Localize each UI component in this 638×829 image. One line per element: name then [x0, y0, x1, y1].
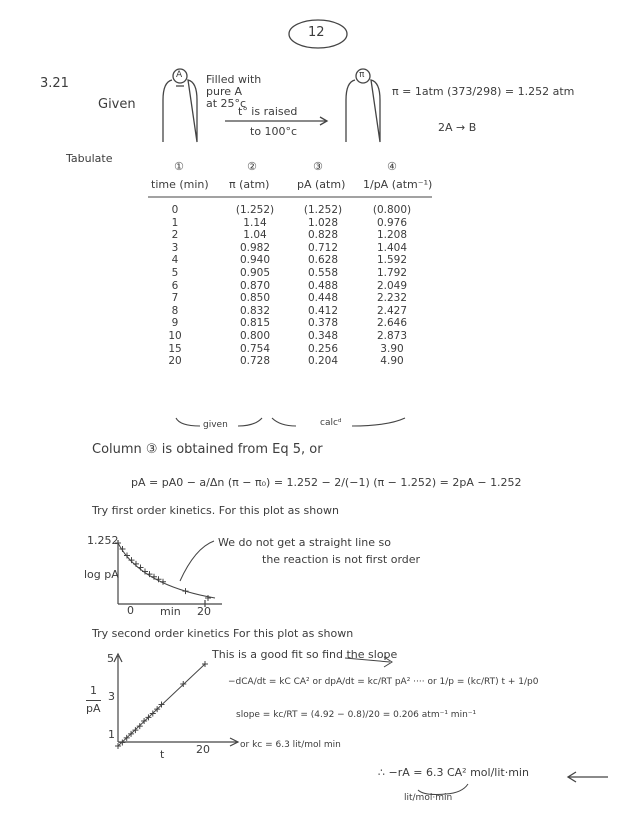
table-cell: 6 [171, 279, 179, 292]
table-cell: 1.028 [307, 216, 339, 229]
second-order-ytick-5: 5 [107, 652, 114, 665]
table-cell: 0.870 [239, 279, 271, 292]
table-cell: 0.558 [307, 266, 339, 279]
table-cell: 0.412 [307, 304, 339, 317]
first-order-comment-2: the reaction is not first order [262, 553, 421, 566]
data-point [138, 564, 144, 570]
slope-equation: slope = kc/RT = (4.92 − 0.8)/20 = 0.206 atm⁻¹ min⁻¹ [236, 710, 477, 720]
reaction-equation: 2A → B [438, 121, 477, 134]
calc-note: calcᵈ [320, 418, 342, 428]
first-order-xtick-right: 20 [197, 605, 211, 618]
column-inv-pa-values [367, 204, 417, 368]
second-order-ylabel-den: pA [86, 702, 101, 715]
left-vessel-label: A [176, 70, 183, 80]
second-order-xtick-right: 20 [196, 743, 210, 756]
first-order-xlabel: min [160, 605, 181, 618]
table-cell: 1 [171, 216, 179, 229]
column3-text: Column ③ is obtained from Eq 5, or [92, 442, 323, 457]
column-number-3: ③ [313, 160, 323, 173]
column-time-values [160, 204, 190, 368]
first-order-comment-1: We do not get a straight line so [218, 536, 391, 549]
first-order-ylabel: log pA [84, 568, 119, 581]
table-cell: 0.448 [307, 292, 339, 305]
table-cell: 8 [171, 304, 179, 317]
table-cell: 20 [168, 355, 182, 368]
final-units: lit/mol·min [404, 793, 453, 803]
table-cell: 15 [168, 342, 182, 355]
problem-number: 3.21 [40, 76, 69, 91]
second-order-points [115, 661, 208, 749]
column-number-2: ② [247, 160, 257, 173]
table-cell: 1.04 [243, 229, 267, 242]
table-cell: (1.252) [235, 204, 275, 216]
first-order-ytick-top: 1.252 [87, 534, 119, 547]
table-cell: 0.754 [239, 342, 271, 355]
heating-arrow-bottom: to 100°c [250, 125, 298, 138]
table-cell: 0.982 [239, 241, 271, 254]
column-pi-values [230, 204, 280, 368]
column-header-time: time (min) [151, 178, 209, 191]
column-number-1: ① [174, 160, 184, 173]
table-cell: 2 [171, 229, 179, 242]
pa-equation: pA = pA0 − a/Δn (π − π₀) = 1.252 − 2/(−1) (π − 1.252) = 2pA − 1.252 [131, 476, 522, 489]
data-point [129, 557, 135, 563]
table-cell: 2.646 [376, 317, 408, 330]
second-order-ylabel-num: 1 [90, 684, 97, 697]
second-order-ytick-3: 3 [108, 690, 115, 703]
table-cell: (0.800) [372, 204, 412, 216]
table-cell: 2.232 [376, 292, 408, 305]
second-order-heading: Try second order kinetics For this plot as shown [92, 627, 354, 640]
first-order-axes [118, 540, 222, 607]
table-cell: 0.204 [307, 355, 339, 368]
table-cell: 0.800 [239, 329, 271, 342]
right-vessel-label: π [359, 70, 365, 80]
table-cell: 0.488 [307, 279, 339, 292]
first-order-heading: Try first order kinetics. For this plot as shown [92, 504, 339, 517]
data-point [133, 561, 139, 567]
column-header-pa: pA (atm) [297, 178, 346, 191]
kc-line: or kc = 6.3 lit/mol min [240, 740, 341, 750]
tabulate-label: Tabulate [66, 152, 113, 165]
column-pa-values [298, 204, 348, 368]
column-number-4: ④ [387, 160, 397, 173]
data-point [183, 588, 189, 594]
table-cell: 0.348 [307, 329, 339, 342]
given-note: given [203, 420, 228, 430]
table-cell: 0.832 [239, 304, 271, 317]
table-cell: 2.049 [376, 279, 408, 292]
final-rate: ∴ −rA = 6.3 CA² mol/lit·min [378, 766, 529, 779]
pressure-calc: π = 1atm (373/298) = 1.252 atm [392, 85, 575, 98]
left-vessel-note: Filled with pure A at 25°c [206, 73, 262, 110]
table-cell: 0.940 [239, 254, 271, 267]
good-fit-note: This is a good fit so find the slope [212, 648, 398, 661]
table-cell: (1.252) [303, 204, 343, 216]
table-cell: 0.828 [307, 229, 339, 242]
table-cell: 2.427 [376, 304, 408, 317]
page-number: 12 [308, 25, 325, 40]
table-cell: 4 [171, 254, 179, 267]
table-cell: 0.712 [307, 241, 339, 254]
table-cell: 2.873 [376, 329, 408, 342]
first-order-pointer [180, 541, 214, 581]
table-cell: 0.728 [239, 355, 271, 368]
table-cell: 1.208 [376, 229, 408, 242]
table-cell: 0.815 [239, 317, 271, 330]
table-cell: 0.905 [239, 266, 271, 279]
table-cell: 0.850 [239, 292, 271, 305]
column-header-inv-pa: 1/pA (atm⁻¹) [363, 178, 433, 191]
rate-equation: −dCA/dt = kC CA² or dpA/dt = kc/RT pA² ···· or 1/p = (kc/RT) t + 1/p0 [228, 677, 539, 687]
heating-arrow-top: t° is raised [238, 105, 298, 118]
table-cell: 7 [171, 292, 179, 305]
second-order-ytick-1: 1 [108, 728, 115, 741]
given-label: Given [98, 97, 136, 112]
table-cell: 10 [168, 329, 182, 342]
table-cell: 1.14 [243, 216, 267, 229]
table-cell: 1.592 [376, 254, 408, 267]
table-cell: 0 [171, 204, 179, 216]
table-cell: 3.90 [380, 342, 404, 355]
table-cell: 9 [171, 317, 179, 330]
first-order-xtick-left: 0 [127, 604, 134, 617]
table-cell: 4.90 [380, 355, 404, 368]
first-order-points [115, 540, 211, 601]
table-cell: 0.378 [307, 317, 339, 330]
second-order-xlabel: t [160, 748, 165, 761]
table-cell: 0.256 [307, 342, 339, 355]
table-cell: 0.976 [376, 216, 408, 229]
table-cell: 1.792 [376, 266, 408, 279]
column-header-pi: π (atm) [229, 178, 270, 191]
table-cell: 1.404 [376, 241, 408, 254]
table-cell: 3 [171, 241, 179, 254]
table-cell: 0.628 [307, 254, 339, 267]
table-cell: 5 [171, 266, 179, 279]
